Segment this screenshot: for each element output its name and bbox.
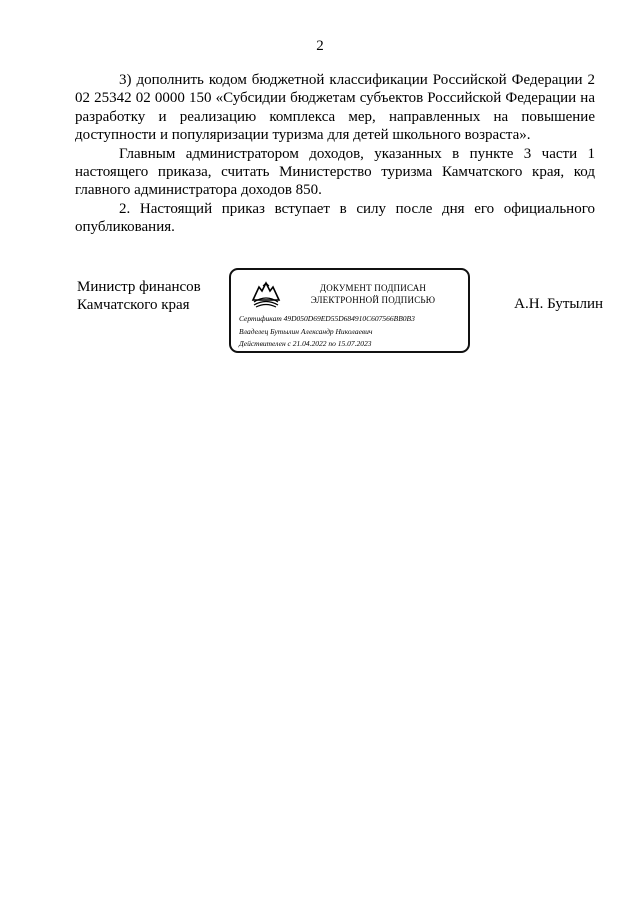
page-number: 2 <box>316 38 324 54</box>
stamp-owner: Владелец Бутылин Александр Николаевич <box>239 327 373 336</box>
signatory-name: А.Н. Бутылин <box>514 296 603 312</box>
paragraph: 3) дополнить кодом бюджетной классификации Российской Федерации 2 02 25342 02 0000 150 «Субсидии бюджетам субъектов Российской Федерации на разработку и реализацию комплекса мер, направленных на повышение доступности и популяризации туризма для детей школьного возраста». <box>75 72 595 144</box>
signatory-position <box>77 278 201 315</box>
stamp-title-line: ЭЛЕКТРОННОЙ ПОДПИСЬЮ <box>310 295 436 305</box>
paragraph: Главным администратором доходов, указанных в пункте 3 части 1 настоящего приказа, считать Министерство туризма Камчатского края, код главного администратора доходов 850. <box>75 145 595 199</box>
stamp-title-line: ДОКУМЕНТ ПОДПИСАН <box>319 283 427 293</box>
kamchatka-emblem-icon <box>251 280 281 308</box>
document-body <box>75 71 595 237</box>
paragraph: 2. Настоящий приказ вступает в силу после дня его официального опубликования. <box>75 200 595 236</box>
signatory-position-line: Министр финансов <box>77 279 201 295</box>
electronic-signature-stamp <box>229 268 470 353</box>
signatory-position-line: Камчатского края <box>77 297 190 314</box>
stamp-validity: Действителен с 21.04.2022 по 15.07.2023 <box>239 339 372 348</box>
stamp-title <box>283 282 463 306</box>
stamp-certificate: Сертификат 49D050D69ED55D684910C607566BB0B3 <box>239 314 415 323</box>
